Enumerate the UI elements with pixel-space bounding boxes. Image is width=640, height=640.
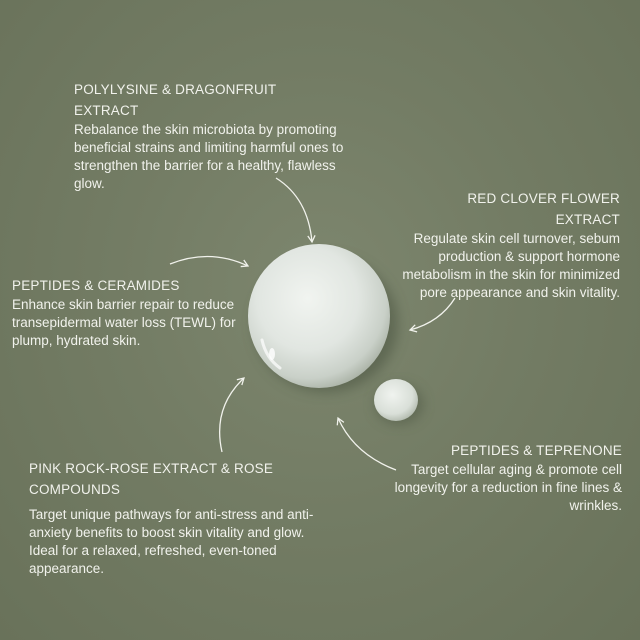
callout-description: Regulate skin cell turnover, sebum production & support hormone metabolism in the skin for minimized pore appearance and skin vitality. — [402, 231, 620, 300]
callout-title: PEPTIDES & CERAMIDES — [12, 278, 180, 293]
callout-title — [74, 79, 354, 121]
serum-droplet-large — [248, 244, 398, 392]
callout-description: Target unique pathways for anti-stress and anti-anxiety benefits to boost skin vitality and glow. Ideal for a relaxed, refreshed, even-toned appearance. — [29, 507, 314, 576]
callout-title — [29, 458, 319, 500]
callout-polylysine-dragonfruit — [74, 79, 354, 193]
callout-red-clover-flower — [380, 188, 620, 302]
serum-droplet-small — [374, 379, 423, 424]
callout-description: Target cellular aging & promote cell longevity for a reduction in fine lines & wrinkles. — [394, 462, 622, 513]
arrow-peptides-ceramides — [170, 256, 248, 266]
arrow-red-clover — [410, 298, 455, 330]
title-line-1: RED CLOVER FLOWER — [467, 191, 620, 206]
callout-peptides-ceramides — [12, 275, 242, 350]
callout-description: Enhance skin barrier repair to reduce transepidermal water loss (TEWL) for plump, hydrated skin. — [12, 297, 236, 348]
callout-title: PEPTIDES & TEPRENONE — [450, 443, 622, 458]
callout-peptides-teprenone — [390, 440, 622, 515]
arrow-pink-rock-rose — [220, 378, 244, 452]
title-line-1: PINK ROCK-ROSE EXTRACT & ROSE — [29, 461, 274, 476]
title-line-2: EXTRACT — [74, 103, 139, 118]
callout-pink-rock-rose — [29, 458, 319, 578]
title-line-2: COMPOUNDS — [29, 482, 121, 497]
callout-description: Rebalance the skin microbiota by promoting beneficial strains and limiting harmful ones to strengthen the barrier for a healthy, flawless glow. — [74, 122, 344, 191]
arrow-peptides-teprenone — [338, 418, 396, 470]
title-line-1: POLYLYSINE & DRAGONFRUIT — [74, 82, 277, 97]
callout-title — [380, 188, 620, 230]
title-line-2: EXTRACT — [555, 212, 620, 227]
